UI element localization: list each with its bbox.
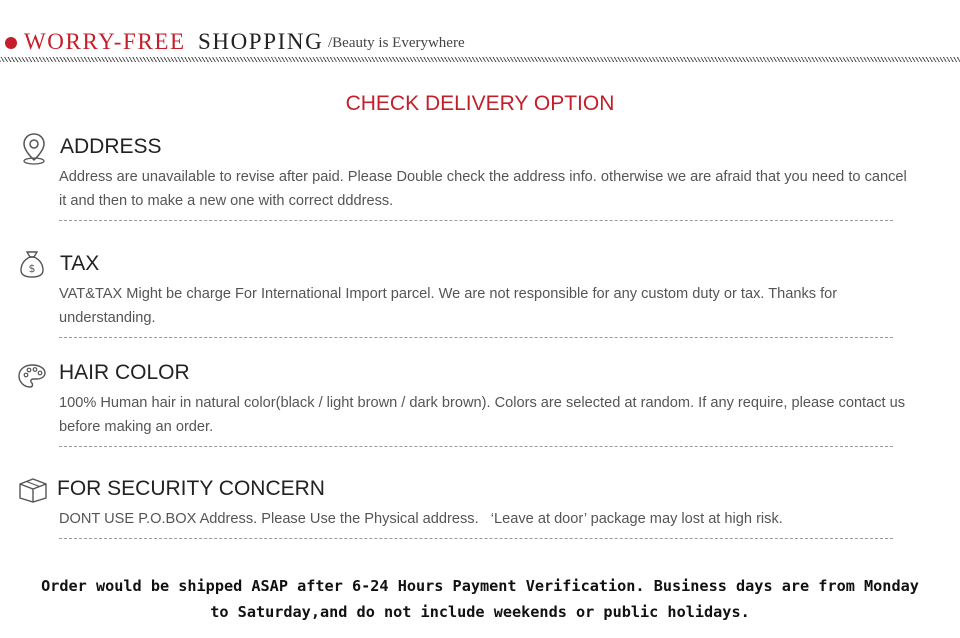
section-body: 100% Human hair in natural color(black / light brown / dark brown). Colors are selected at random. If any require, please contact us before making an order. xyxy=(59,395,906,435)
brand-tagline: /Beauty is Everywhere xyxy=(328,35,465,51)
section-body: VAT&TAX Might be charge For International Import parcel. We are not responsible for any custom duty or tax. Thanks for understanding. xyxy=(59,286,838,326)
dashed-divider xyxy=(59,220,893,221)
dashed-divider xyxy=(59,337,893,338)
red-dot-icon xyxy=(5,37,17,49)
brand-red-text: WORRY-FREE xyxy=(24,29,186,54)
dashed-divider xyxy=(59,446,893,447)
page-title: CHECK DELIVERY OPTION xyxy=(345,92,615,115)
section-body: Address are unavailable to revise after paid. Please Double check the address info. otherwise we are afraid that you need to cancel it and then to make a new one with correct dddress. xyxy=(59,169,907,209)
section-title: TAX xyxy=(60,252,100,275)
package-box-icon xyxy=(17,477,49,508)
svg-text:$: $ xyxy=(28,262,36,275)
section-title: FOR SECURITY CONCERN xyxy=(57,477,325,500)
dashed-divider xyxy=(59,538,893,539)
section-body: DONT USE P.O.BOX Address. Please Use the Physical address. ‘Leave at door’ package may lost at high risk. xyxy=(59,511,783,527)
palette-icon xyxy=(16,362,48,395)
shipping-notice: Order would be shipped ASAP after 6-24 Hours Payment Verification. Business days are from Monday to Saturday,and do not include weekends or public holidays. xyxy=(41,577,919,621)
brand-black-text: SHOPPING xyxy=(198,29,324,54)
header-hatched-rule xyxy=(0,57,960,62)
header-banner xyxy=(0,28,960,62)
section-title: ADDRESS xyxy=(60,135,162,158)
location-pin-icon xyxy=(20,132,48,171)
money-bag-icon xyxy=(18,249,46,284)
section-title: HAIR COLOR xyxy=(59,361,190,384)
